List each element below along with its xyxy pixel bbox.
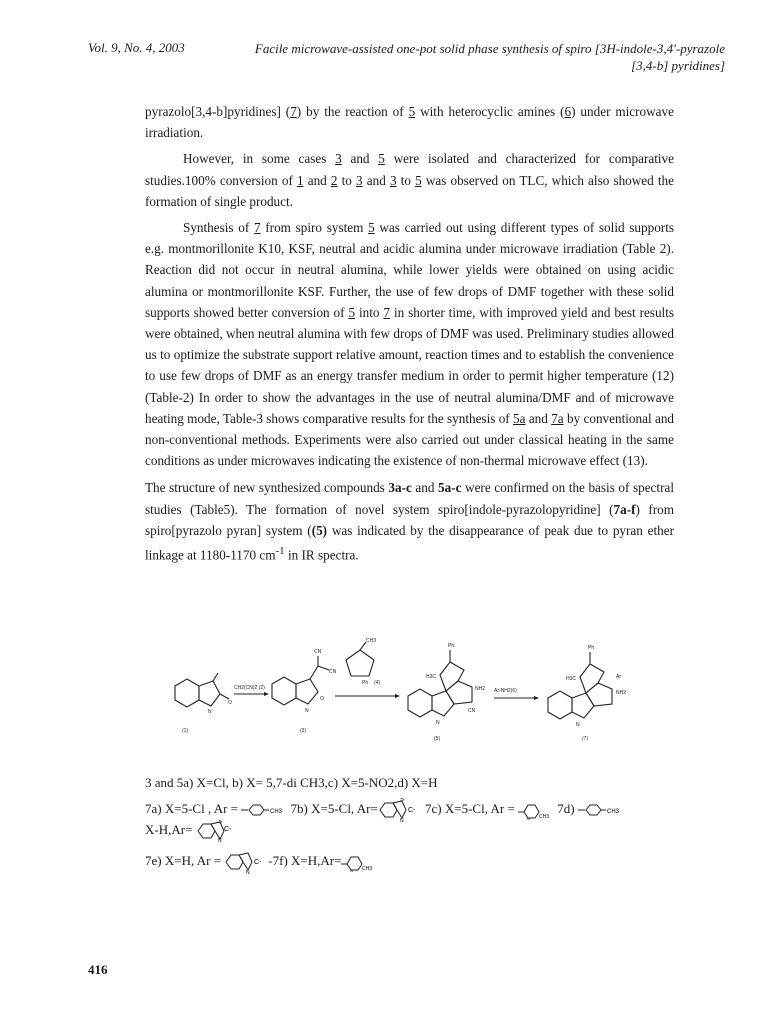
reaction-arrow-2-head — [395, 694, 400, 698]
tolyl-structure-icon — [241, 803, 287, 817]
running-header-journal: Vol. 9, No. 4, 2003 — [88, 40, 185, 55]
svg-text:CH3: CH3 — [270, 809, 283, 815]
reagent-4-label: (4) — [374, 680, 381, 686]
svg-text:C-: C- — [254, 859, 262, 866]
svg-text:N: N — [217, 838, 222, 842]
atom-NH2-7: NH2 — [616, 690, 627, 696]
running-header-title-line2: [3,4-b] pyridines] — [631, 58, 725, 73]
paragraph-4: The structure of new synthesized compounds 3a-c and 5a-c were confirmed on the basis of spectral studies (Table5). The formation of novel system spiro[indole-pyrazolopyridine] (7a-f) from spiro[pyrazolo pyran] system ((5) was indicated by the disappearance of peak due to pyran ether linkage at 1180-1170 $cm^{-1}$ in IR spectra. — [145, 480, 675, 563]
benzothiazole-structure-icon — [378, 798, 422, 822]
benzothiazole-structure-icon-2 — [196, 820, 236, 842]
paragraph-3: Synthesis of 7 from spiro system 5 was carried out using different types of solid supports e.g. montmorillonite K10, KSF, neutral and acidic alumina under microwave irradiation (Table 2). Reaction did not occur in neutral alumina, while lower yields were obtained on using acidic alumina or montmorillonite KSF. Further, the use of few drops of DMF together with these solid supports showed better conversion of 5 into 7 in shorter time, with improved yield and best results were obtained, when neutral alumina with few drops of DMF was used. Preliminary studies allowed us to optimize the substrate support relative amount, reaction times and to establish the convenience to use few drops of DMF as an energy transfer medium in order to permit higher temperature (12) (Table-2) In order to show the advantages in the use of neutral alumina/DMF and of microwave heating mode, Table-3 shows comparative results for the synthesis of 5a and 7a by conventional and non-conventional methods. Experiments were also carried out under classical heating in the same conditions as under microwaves indicating the existence of non-thermal microwave effect (13). — [145, 220, 675, 469]
paragraph-1: pyrazolo[3,4-b]pyridines] (7) by the reaction of 5 with heterocyclic amines (6) under microwave irradiation. — [145, 104, 674, 141]
atom-Ph-5: Ph — [448, 643, 455, 649]
tolyl-structure-icon-2 — [578, 803, 624, 817]
svg-text:N: N — [350, 868, 354, 872]
atom-N-5: N — [436, 720, 440, 726]
atom-CH3-4: CH3 — [366, 638, 377, 644]
body-text — [145, 101, 674, 566]
compound-4-structure — [346, 638, 380, 686]
legend-line-1: 3 and 5a) X=Cl, b) X= 5,7-di CH3,c) X=5-NO2,d) X=H — [145, 775, 438, 790]
reaction-arrow-3-head — [534, 696, 539, 700]
atom-O-3: O — [320, 696, 324, 702]
atom-CN-5: CN — [468, 708, 476, 714]
legend-line-4: 7e) X=H, Ar = N C- -7f) X=H,Ar= N CH3 — [145, 850, 377, 874]
atom-CN-3b: CN — [329, 669, 337, 675]
compound-label-7: (7) — [582, 736, 589, 742]
svg-text:N: N — [246, 870, 250, 874]
compound-5-structure — [408, 643, 485, 726]
legend-line-3: X-H,Ar= S N C- — [145, 820, 236, 842]
atom-CN-3a: CN — [314, 649, 322, 655]
svg-text:N: N — [527, 816, 530, 820]
legend-line-2: 7a) X=5-Cl , Ar = CH3 7b) X=5-Cl, Ar= S N C- 7c) X=5-Cl, Ar = N CH3 7d) CH3 — [145, 798, 624, 822]
atom-N-1: N — [208, 709, 212, 715]
page-number: 416 — [88, 962, 108, 977]
atom-N-7: N — [576, 722, 580, 728]
svg-text:S: S — [399, 798, 404, 803]
atom-H3C-7: H3C — [566, 676, 577, 682]
atom-NH2-5: NH2 — [475, 686, 486, 692]
svg-text:C-: C- — [223, 826, 232, 833]
compound-3-structure — [272, 649, 337, 714]
svg-text:CH3: CH3 — [362, 866, 373, 872]
atom-Ph-4: Ph — [362, 680, 369, 686]
compound-7-structure — [548, 645, 626, 728]
compound-label-3: (3) — [300, 728, 307, 734]
methylpyridine-structure-icon-2 — [341, 852, 377, 872]
compound-label-5: (5) — [434, 736, 441, 742]
running-header-title — [245, 40, 725, 74]
benzoxazole-structure-icon — [224, 850, 268, 874]
atom-Ph-7: Ph — [588, 645, 595, 651]
reaction-arrow-1-head — [264, 692, 269, 696]
atom-Ar-7: Ar — [616, 674, 621, 680]
reagent-arylamine: Ar-NH2(6) — [494, 688, 517, 694]
svg-text:S: S — [217, 820, 222, 825]
reaction-scheme — [150, 620, 710, 760]
atom-H3C-5: H3C — [426, 674, 437, 680]
paragraph-2: However, in some cases 3 and 5 were isolated and characterized for comparative studies.100% conversion of 1 and 2 to 3 and 3 to 5 was observed on TLC, which also showed the formation of single product. — [145, 151, 675, 209]
reagent-malononitrile: CH2(CN)2 (2) — [234, 685, 265, 691]
atom-O-1: O — [228, 700, 232, 706]
compound-1-structure — [175, 673, 232, 715]
svg-text:CH3: CH3 — [539, 814, 550, 820]
atom-N-3: N — [305, 708, 309, 714]
svg-text:CH3: CH3 — [606, 809, 619, 815]
svg-text:C-: C- — [407, 807, 416, 814]
svg-text:N: N — [399, 818, 404, 822]
running-header-title-line1: Facile microwave-assisted one-pot solid phase synthesis of spiro [3H-indole-3,4'-pyrazole — [254, 41, 725, 56]
compound-label-1: (1) — [182, 728, 189, 734]
methylpyridine-structure-icon — [518, 800, 554, 820]
